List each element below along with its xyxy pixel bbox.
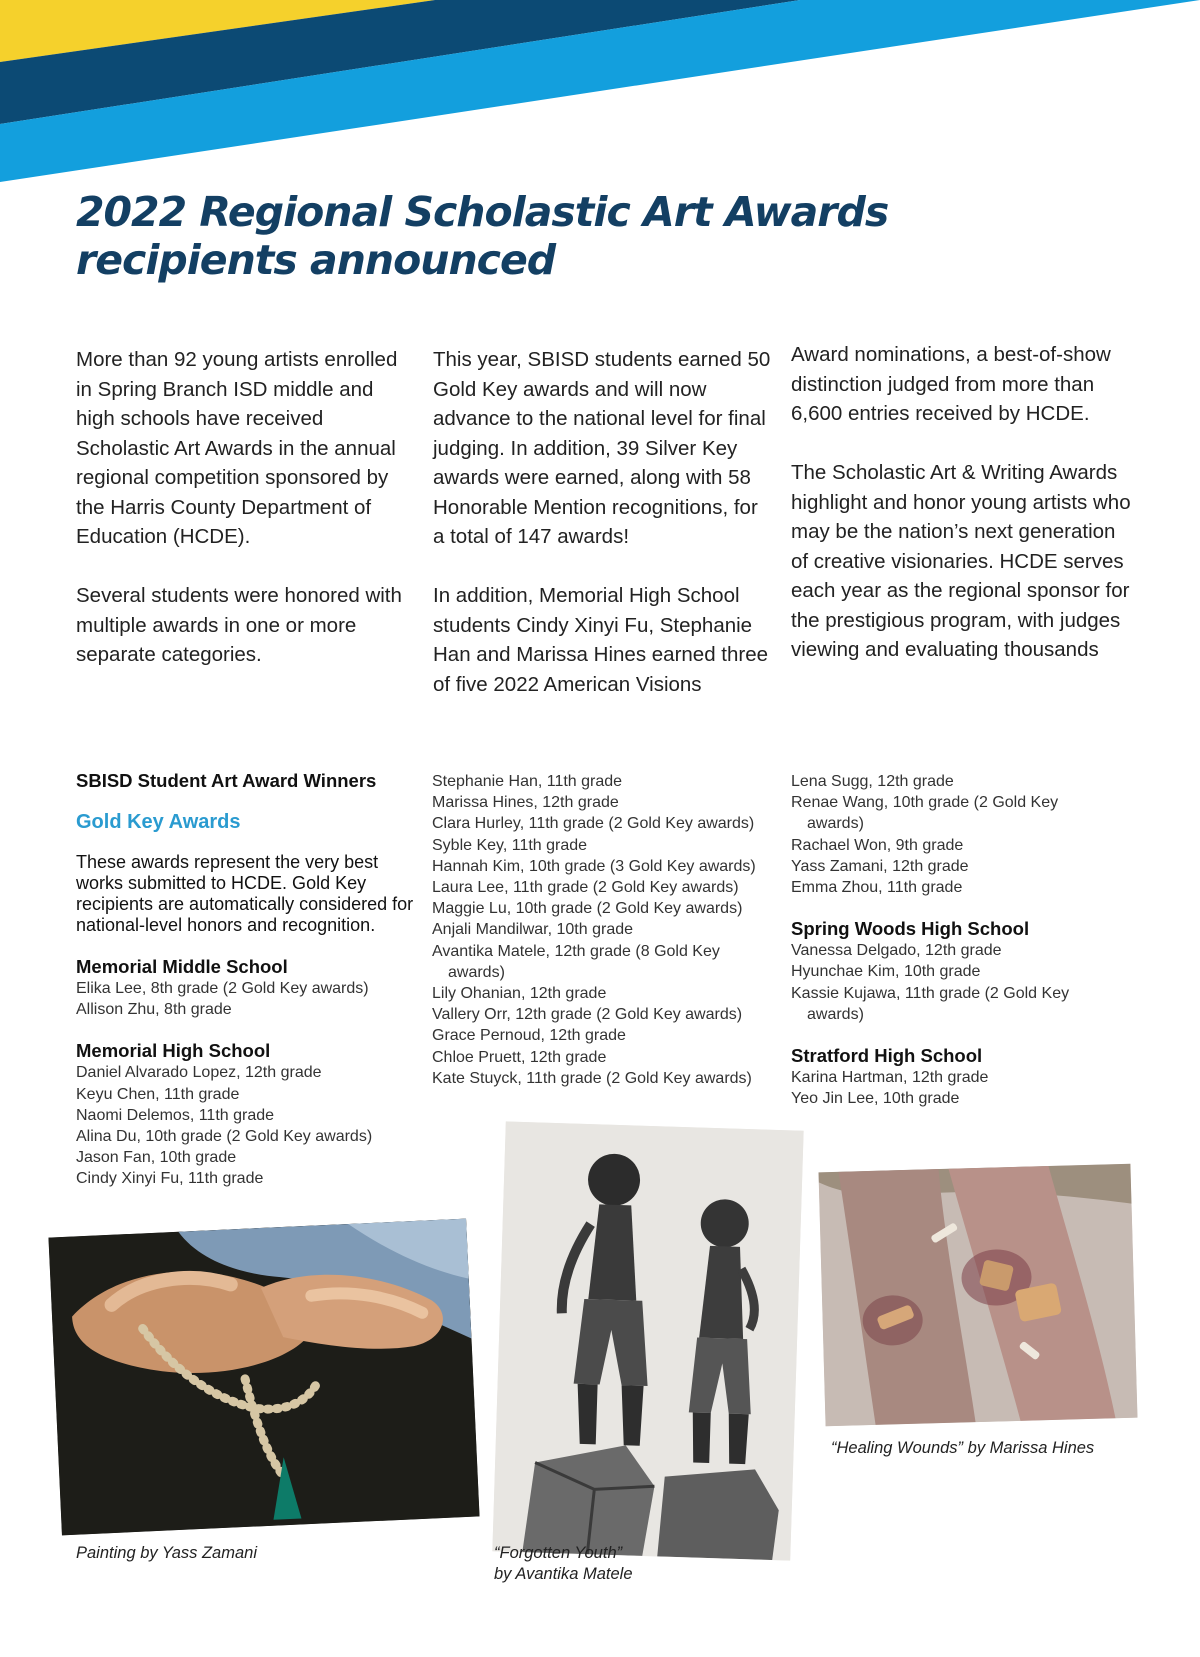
school-heading-spring-woods: Spring Woods High School [791, 918, 1030, 940]
winner-name: Hyunchae Kim, 10th grade [791, 963, 981, 981]
winner-name: Laura Lee, 11th grade (2 Gold Key awards) [432, 879, 739, 897]
winner-name: Vanessa Delgado, 12th grade [791, 942, 1002, 960]
winners-list-column-1 [76, 770, 416, 1190]
caption-line: “Forgotten Youth” [494, 1544, 623, 1562]
artwork-healing-wounds [819, 1164, 1138, 1427]
article-paragraph: This year, SBISD students earned 50 Gold Key awards and will now advance to the national level for final judging. In addition, 39 Silver Key awards were earned, along with 58 Honorable Mention recognitions, for a total of 147 awards! [433, 348, 771, 548]
winner-name: Rachael Won, 9th grade [791, 836, 964, 854]
winner-name: Lena Sugg, 12th grade [791, 773, 954, 790]
article-paragraph: More than 92 young artists enrolled in Spring Branch ISD middle and high schools have received Scholastic Art Awards in the annual regional competition sponsored by the Harris County Department of Education (HCDE). [76, 348, 398, 548]
winner-name: Marissa Hines, 12th grade [432, 794, 619, 812]
two-figures-drawing-icon [492, 1121, 803, 1560]
article-column-2 [433, 345, 773, 699]
winner-name: Avantika Matele, 12th grade (8 Gold Key awards) [432, 942, 720, 981]
winner-name: Jason Fan, 10th grade [76, 1149, 237, 1167]
winner-name: Lily Ohanian, 12th grade [432, 985, 607, 1003]
winner-name: Emma Zhou, 11th grade [791, 879, 963, 897]
winner-name: Yeo Jin Lee, 10th grade [791, 1090, 960, 1108]
winner-name: Kate Stuyck, 11th grade (2 Gold Key awards) [432, 1069, 752, 1087]
artwork-caption-yass-zamani: Painting by Yass Zamani [76, 1544, 257, 1562]
winner-name: Karina Hartman, 12th grade [791, 1069, 989, 1087]
article-paragraph: Several students were honored with multiple awards in one or more separate categories. [76, 584, 402, 666]
winner-name: Grace Pernoud, 12th grade [432, 1027, 626, 1045]
caption-line: by Avantika Matele [494, 1565, 633, 1583]
article-title [76, 188, 1076, 284]
winner-name: Maggie Lu, 10th grade (2 Gold Key awards) [432, 900, 743, 918]
winner-name: Yass Zamani, 12th grade [791, 857, 969, 875]
artwork-caption-healing-wounds: “Healing Wounds” by Marissa Hines [831, 1439, 1095, 1457]
winner-name: Syble Key, 11th grade [432, 836, 588, 854]
winner-name: Cindy Xinyi Fu, 11th grade [76, 1170, 264, 1188]
winner-name: Elika Lee, 8th grade (2 Gold Key awards) [76, 980, 369, 997]
article-paragraph: In addition, Memorial High School students Cindy Xinyi Fu, Stephanie Han and Marissa Hines earned three of five 2022 American Visions [433, 584, 769, 696]
header-banner-stripes [0, 0, 1200, 200]
gold-key-description: These awards represent the very best works submitted to HCDE. Gold Key recipients are automatically considered for national-level honors and recognition. [76, 852, 414, 935]
school-heading-memorial-high: Memorial High School [76, 1040, 271, 1062]
artwork-painting-hands-beads [48, 1219, 479, 1536]
winner-name: Kassie Kujawa, 11th grade (2 Gold Key awards) [791, 984, 1070, 1023]
winner-name: Daniel Alvarado Lopez, 12th grade [76, 1064, 322, 1082]
school-heading-memorial-middle: Memorial Middle School [76, 956, 288, 977]
winner-name: Clara Hurley, 11th grade (2 Gold Key awards) [432, 815, 755, 833]
artwork-caption-forgotten-youth [494, 1543, 714, 1585]
winner-name: Keyu Chen, 11th grade [76, 1085, 240, 1103]
winner-name: Stephanie Han, 11th grade [432, 773, 623, 790]
winner-name: Naomi Delemos, 11th grade [76, 1106, 275, 1124]
gold-key-heading: Gold Key Awards [76, 811, 241, 833]
winner-name: Hannah Kim, 10th grade (3 Gold Key awards) [432, 857, 756, 875]
winners-list-column-2 [432, 771, 772, 1089]
winner-name: Alina Du, 10th grade (2 Gold Key awards) [76, 1128, 373, 1146]
winner-name: Chloe Pruett, 12th grade [432, 1048, 607, 1066]
winners-heading: SBISD Student Art Award Winners [76, 770, 377, 791]
school-heading-stratford: Stratford High School [791, 1045, 983, 1067]
article-title-line1: 2022 Regional Scholastic Art Awards [76, 188, 889, 236]
winners-list-column-3 [791, 771, 1091, 1109]
winner-name: Anjali Mandilwar, 10th grade [432, 921, 634, 939]
article-paragraph: The Scholastic Art & Writing Awards highlight and honor young artists who may be the nation’s next generation of creative visionaries. HCDE serves each year as the regional sponsor for the prestigious program, with judges viewing and evaluating thousands [791, 461, 1131, 661]
article-column-1 [76, 345, 406, 670]
bandaged-knees-painting-icon [819, 1164, 1138, 1427]
article-column-3 [791, 340, 1131, 665]
article-paragraph: Award nominations, a best-of-show distinction judged from more than 6,600 entries received by HCDE. [791, 343, 1111, 425]
hands-with-prayer-beads-icon [48, 1219, 479, 1536]
winner-name: Vallery Orr, 12th grade (2 Gold Key awards) [432, 1006, 743, 1024]
artwork-forgotten-youth [492, 1121, 803, 1560]
winner-name: Allison Zhu, 8th grade [76, 1001, 232, 1019]
article-title-line2: recipients announced [76, 236, 556, 284]
winner-name: Renae Wang, 10th grade (2 Gold Key awards) [791, 794, 1059, 833]
